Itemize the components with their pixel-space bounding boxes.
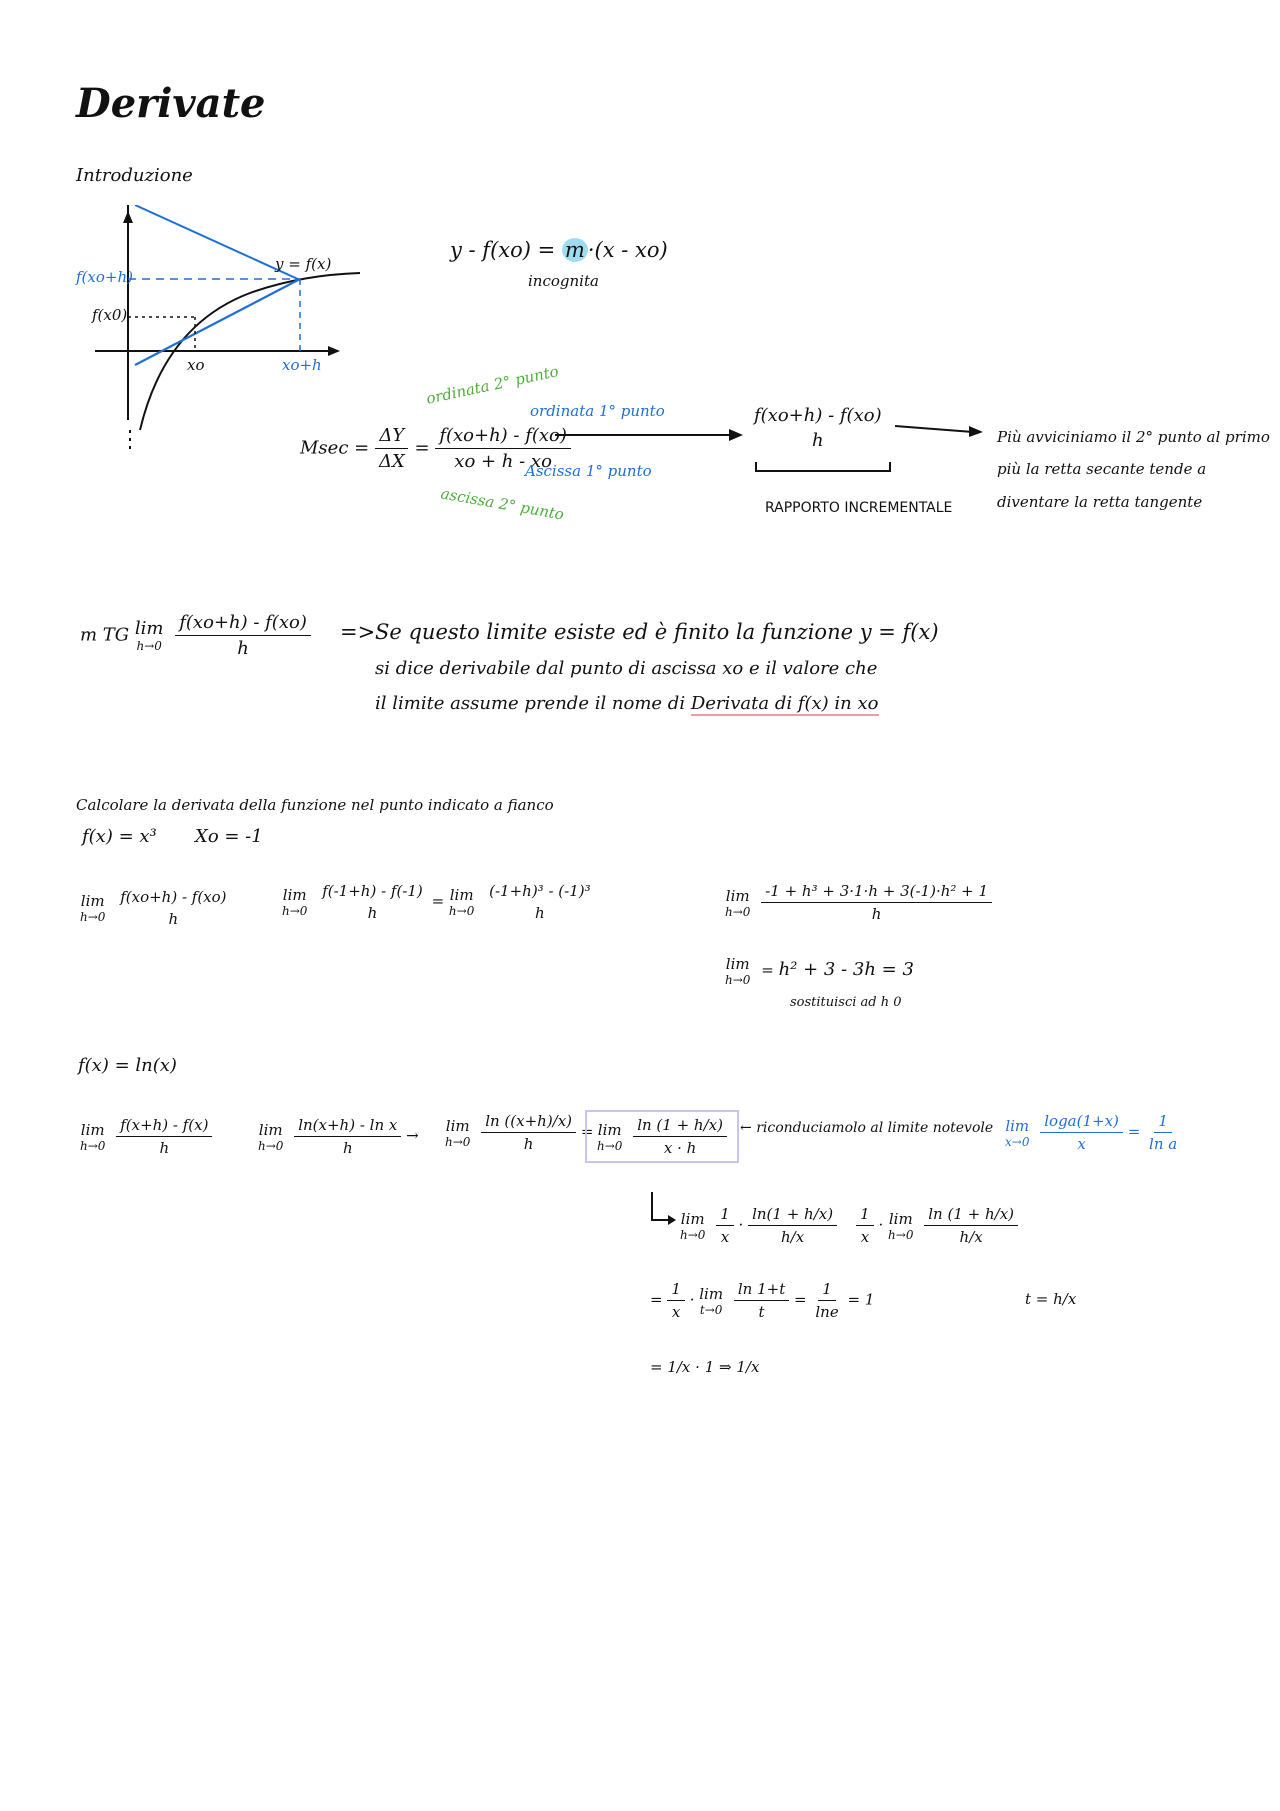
notable-den: x [1077, 1135, 1086, 1153]
intro-heading: Introduzione [76, 165, 193, 186]
ex-step2-den: h [367, 904, 378, 922]
lim-word: lim [725, 955, 750, 973]
lim-word: lim [134, 618, 164, 639]
exercise-prompt: Calcolare la derivata della funzione nel punto indicato a fianco [76, 796, 554, 814]
ex-step-2 [282, 882, 595, 922]
lim-sub: h→0 [448, 904, 475, 918]
ex-step4-num: -1 + h³ + 3·1·h + 3(-1)·h² + 1 [761, 882, 992, 903]
ln-row-3: = 1/x · 1 ⇒ 1/x [650, 1358, 760, 1376]
ln-step-1 [80, 1116, 212, 1157]
lim-sub: h→0 [136, 639, 162, 653]
definition-line-2: si dice derivabile dal punto di ascissa xo e il valore che [375, 658, 878, 679]
graph-label-xo: xo [187, 356, 205, 374]
lim-sub: h→0 [888, 1227, 914, 1242]
r2-one: = 1 [847, 1290, 875, 1309]
lim-word: lim [1005, 1116, 1030, 1135]
rapporto-brace [755, 462, 891, 472]
msec-num: f(xo+h) - f(xo) [435, 425, 571, 449]
lim-word: lim [888, 1209, 913, 1228]
secant-line [135, 279, 300, 365]
lim-word: lim [282, 886, 307, 904]
notable-limit: lim x→0 $\frac{\log a(1+x)}{x}$ = $\frac{1}{\text{ln a}}$ [1005, 1112, 1181, 1153]
line-eq-rhs: ·(x - xo) [587, 238, 668, 262]
definition-derivata: Derivata di f(x) in xo [690, 693, 879, 714]
note-line-3: diventare la retta tangente [997, 493, 1203, 511]
r2-num: ln 1+t [734, 1280, 789, 1301]
ln-row-2: = $\frac{1}{x}$ · lim t→0 $\frac{\ln 1+t}{t}$ = $\frac{1}{\ln e}$ = 1 [650, 1280, 875, 1321]
lim-sub: h→0 [725, 904, 751, 919]
lim-word: lim [80, 892, 105, 910]
ln-step-2: lim h→0 $\frac{\text{ln(x+h) - ln x}}{h}$ → [258, 1116, 419, 1157]
msec-den: xo + h - xo [454, 451, 552, 472]
page-title: Derivate [76, 80, 266, 127]
msec-expression: Msec = $\frac{\Delta Y}{\Delta X}$ = $\frac{f(xo+h) - f(xo)}{xo + h - xo}$ [300, 425, 571, 472]
lim-sub: h→0 [680, 1227, 706, 1242]
arrow-to-note [895, 420, 985, 440]
lim-sub: h→0 [282, 904, 308, 918]
r2-den: t [758, 1303, 765, 1321]
ln-s2-num: ln(x+h) - ln x [294, 1116, 401, 1137]
ann-ordinata-2: ordinata 2° punto [424, 362, 561, 408]
eq-sign: = [431, 892, 445, 910]
ex-step5-note: sostituisci ad h 0 [790, 995, 902, 1010]
ln-s3-num: ln ((x+h)/x) [481, 1112, 576, 1133]
msec-label: Msec = [300, 437, 370, 459]
x-axis-arrow [328, 346, 340, 356]
ln-fx: f(x) = ln(x) [78, 1055, 177, 1076]
ln-row-1: lim h→0 $\frac{1}{x}$ · $\frac{\ln(1 + h/x)}{h/x}$ $\frac{1}{x}$ · lim h→0 $\frac{\ln (1 + h/x)}{h/x}$ [680, 1205, 1018, 1246]
r1-c-den: h/x [959, 1228, 983, 1246]
graph-label-fxoh: f(xo+h) [76, 268, 133, 286]
lim-word: lim [445, 1116, 470, 1135]
ex-step5-value: h² + 3 - 3h = 3 [778, 959, 914, 980]
line-eq-lhs: y - f(xo) = [450, 238, 556, 262]
r1-a-den: x [720, 1228, 730, 1246]
notable-res-den: ln a [1149, 1135, 1178, 1153]
ex-step3-num: (-1+h)³ - (-1)³ [489, 882, 591, 900]
lim-word: lim [699, 1284, 724, 1303]
eq-sign: = [761, 961, 774, 979]
t-definition: t = h/x [1025, 1290, 1077, 1308]
incognita-note: incognita [528, 272, 599, 290]
definition-arrow: => [340, 620, 376, 644]
ex-step-1 [80, 888, 231, 928]
lim-word: lim [449, 886, 474, 904]
r1-c-coef-den: x [860, 1228, 870, 1246]
r2-coef-den: x [671, 1303, 681, 1321]
notable-num: loga(1+x) [1040, 1112, 1123, 1133]
elbow-arrow [648, 1190, 678, 1230]
ln-s2-den: h [342, 1139, 353, 1157]
ln-s1-den: h [159, 1139, 170, 1157]
lim-sub: h→0 [258, 1138, 284, 1153]
lim-sub: t→0 [699, 1302, 723, 1317]
lim-sub: h→0 [597, 1138, 623, 1153]
graph-label-xoh: xo+h [282, 356, 322, 374]
lim-sub: h→0 [80, 910, 106, 924]
lim-sub: x→0 [1005, 1134, 1030, 1149]
ann-ascissa-2: ascissa 2° punto [439, 484, 566, 524]
def-den: h [237, 638, 249, 659]
ex-step3-den: h [535, 904, 545, 922]
lim-sub: h→0 [80, 1138, 106, 1153]
ex-step2-num: f(-1+h) - f(-1) [322, 882, 423, 900]
notable-res-num: 1 [1154, 1112, 1172, 1133]
graph-label-fxo: f(x0) [92, 306, 128, 324]
lim-word: lim [725, 886, 750, 905]
note-line-1: Più avviciniamo il 2° punto al primo [997, 428, 1270, 446]
r2-res-den: lne [815, 1303, 839, 1321]
eq-sign: = [650, 1290, 663, 1309]
lim-word: lim [80, 1120, 105, 1139]
ex-step1-den: h [168, 910, 179, 928]
line-eq-m: m [562, 238, 588, 262]
y-axis-arrow [123, 211, 133, 223]
definition-line-3a: il limite assume prende il nome di [375, 693, 686, 714]
graph-label-curve: y = f(x) [275, 255, 332, 273]
lim-sub: h→0 [445, 1134, 471, 1149]
ex-step-5 [725, 955, 914, 987]
lim-word: lim [680, 1209, 705, 1228]
rapp-num: f(xo+h) - f(xo) [754, 405, 882, 426]
line-equation [450, 238, 668, 262]
definition-line-3 [375, 693, 879, 714]
exercise-x0: Xo = -1 [195, 826, 263, 847]
definition-formula [80, 612, 311, 659]
lim-word: lim [258, 1120, 283, 1139]
rapp-den: h [812, 430, 824, 451]
def-num: f(xo+h) - f(xo) [175, 612, 311, 636]
ann-ascissa-1: Ascissa 1° punto [525, 462, 652, 480]
ln-s3-den: h [523, 1135, 534, 1153]
arrow-to-ratio [555, 425, 745, 445]
ln-s4-num: ln (1 + h/x) [633, 1116, 727, 1137]
lim-sub: h→0 [725, 973, 751, 987]
r1-c-num: ln (1 + h/x) [924, 1205, 1018, 1226]
r1-b-num: ln(1 + h/x) [748, 1205, 837, 1226]
r1-b-den: h/x [780, 1228, 805, 1246]
ann-ordinata-1: ordinata 1° punto [530, 402, 665, 420]
rapporto-label: RAPPORTO INCREMENTALE [765, 500, 953, 516]
ex-step4-den: h [871, 905, 882, 923]
definition-line-1: Se questo limite esiste ed è finito la funzione y = f(x) [375, 620, 939, 644]
ex-step1-num: f(xo+h) - f(xo) [120, 888, 227, 906]
ln-note: ← riconduciamolo al limite notevole [740, 1120, 994, 1136]
r2-coef-num: 1 [667, 1280, 685, 1301]
mtg-label: m TG [80, 624, 130, 646]
lim-word: lim [597, 1120, 622, 1139]
rapporto-fraction [750, 405, 886, 451]
msec-dx: ΔX [378, 451, 405, 472]
exercise-fx: f(x) = x³ [82, 826, 157, 847]
ex-step-4 [725, 882, 992, 923]
eq-sign: = [794, 1290, 807, 1309]
ln-note-text: riconduciamolo al limite notevole [756, 1120, 994, 1136]
r1-a-num: 1 [716, 1205, 734, 1226]
ln-step-4-box [585, 1110, 739, 1163]
ln-s1-num: f(x+h) - f(x) [116, 1116, 212, 1137]
ln-step-3 [445, 1112, 593, 1153]
msec-dy: ΔY [375, 425, 408, 449]
eq-sign: = [580, 1122, 594, 1141]
r1-c-coef-num: 1 [856, 1205, 874, 1226]
note-line-2: più la retta secante tende a [997, 460, 1207, 478]
r2-res-num: 1 [818, 1280, 836, 1301]
ln-s4-den: x · h [663, 1139, 697, 1157]
